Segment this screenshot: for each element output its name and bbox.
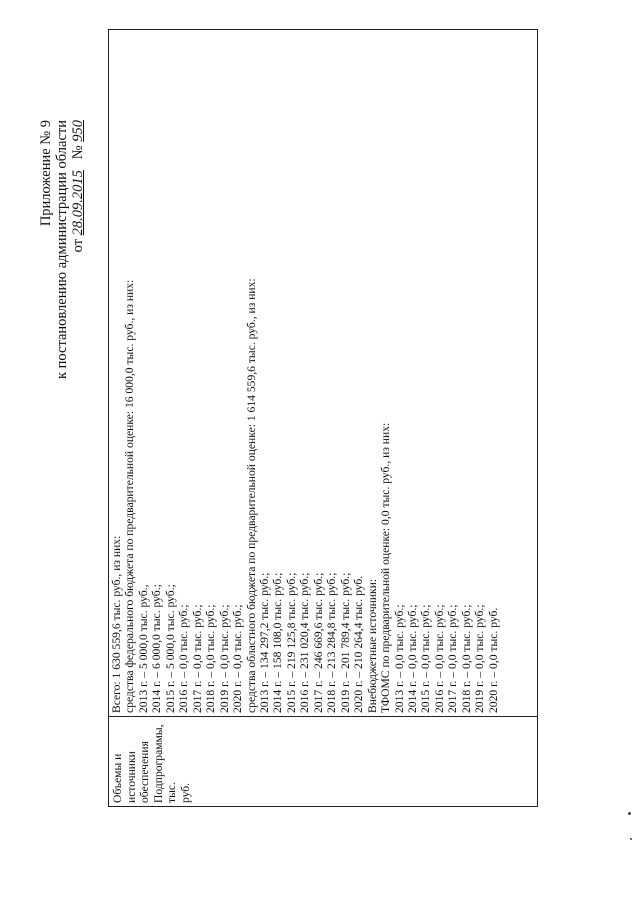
label-line: Объемы и источники bbox=[111, 751, 138, 803]
regional-budget-line: средства областного бюджета по предварительной оценке: 1 614 559,6 тыс. руб., из них: bbox=[244, 278, 258, 713]
year-line: 2013 г. – 0,0 тыс. руб.; bbox=[392, 604, 406, 713]
year-line: 2017 г. – 0,0 тыс. руб.; bbox=[190, 604, 204, 713]
total-line: Всего: 1 630 559,6 тыс. руб., из них: bbox=[110, 535, 123, 713]
table-content-cell bbox=[109, 30, 537, 716]
year-line: 2015 г. – 219 125,8 тыс. руб.; bbox=[284, 572, 298, 713]
scan-speck bbox=[630, 838, 632, 840]
year-line: 2016 г. – 231 020,4 тыс. руб.; bbox=[298, 572, 312, 713]
funding-table bbox=[108, 29, 538, 807]
year-line: 2020 г. – 0,0 тыс. руб. bbox=[486, 607, 500, 713]
year-line: 2019 г. – 0,0 тыс. руб.; bbox=[217, 604, 231, 713]
label-line: Подпрограммы, тыс. bbox=[151, 724, 178, 803]
year-line: 2015 г. – 5 000,0 тыс. руб.; bbox=[163, 584, 177, 713]
year-line: 2020 г. – 0,0 тыс. руб.; bbox=[231, 604, 245, 713]
tfoms-line: ТФОМС по предварительной оценке: 0,0 тыс. руб., из них: bbox=[379, 422, 393, 713]
label-line: обеспечения bbox=[138, 741, 151, 803]
federal-budget-line: средства федерального бюджета по предварительной оценке: 16 000,0 тыс. руб., из них: bbox=[123, 279, 137, 713]
extrabudgetary-heading: Внебюджетные источники: bbox=[365, 578, 379, 713]
decree-date: 28.09.2015 bbox=[70, 170, 86, 236]
year-line: 2013 г. – 5 000,0 тыс. руб., bbox=[136, 584, 150, 713]
scan-speck bbox=[628, 812, 631, 815]
year-line: 2014 г. – 6 000,0 тыс. руб.; bbox=[150, 584, 164, 713]
year-line: 2018 г. – 0,0 тыс. руб.; bbox=[459, 604, 473, 713]
table-label-cell bbox=[109, 716, 537, 806]
label-line: руб. bbox=[178, 782, 192, 803]
year-line: 2019 г. – 201 789,4 тыс. руб.; bbox=[338, 572, 352, 713]
year-line: 2013 г. – 134 297,2 тыс. руб.; bbox=[257, 572, 271, 713]
date-prefix: от bbox=[70, 238, 86, 253]
decree-reference: к постановлению администрации области bbox=[54, 120, 70, 380]
year-line: 2014 г. – 0,0 тыс. руб.; bbox=[405, 604, 419, 713]
year-line: 2018 г. – 213 284,8 тыс. руб.; bbox=[325, 572, 339, 713]
year-line: 2017 г. – 0,0 тыс. руб.; bbox=[446, 604, 460, 713]
year-line: 2019 г. – 0,0 тыс. руб.; bbox=[473, 604, 487, 713]
year-line: 2016 г. – 0,0 тыс. руб.; bbox=[177, 604, 191, 713]
year-line: 2017 г. – 246 669,6 тыс. руб.; bbox=[311, 572, 325, 713]
appendix-title: Приложение № 9 bbox=[38, 120, 54, 227]
year-line: 2015 г. – 0,0 тыс. руб.; bbox=[419, 604, 433, 713]
number-prefix: № bbox=[70, 145, 86, 160]
year-line: 2016 г. – 0,0 тыс. руб.; bbox=[432, 604, 446, 713]
year-line: 2020 г. – 210 264,4 тыс. руб. bbox=[352, 575, 366, 713]
year-line: 2018 г. – 0,0 тыс. руб.; bbox=[204, 604, 218, 713]
decree-number: 950 bbox=[70, 120, 86, 142]
year-line: 2014 г. – 158 108,0 тыс. руб.; bbox=[271, 572, 285, 713]
decree-date-line bbox=[70, 120, 86, 252]
